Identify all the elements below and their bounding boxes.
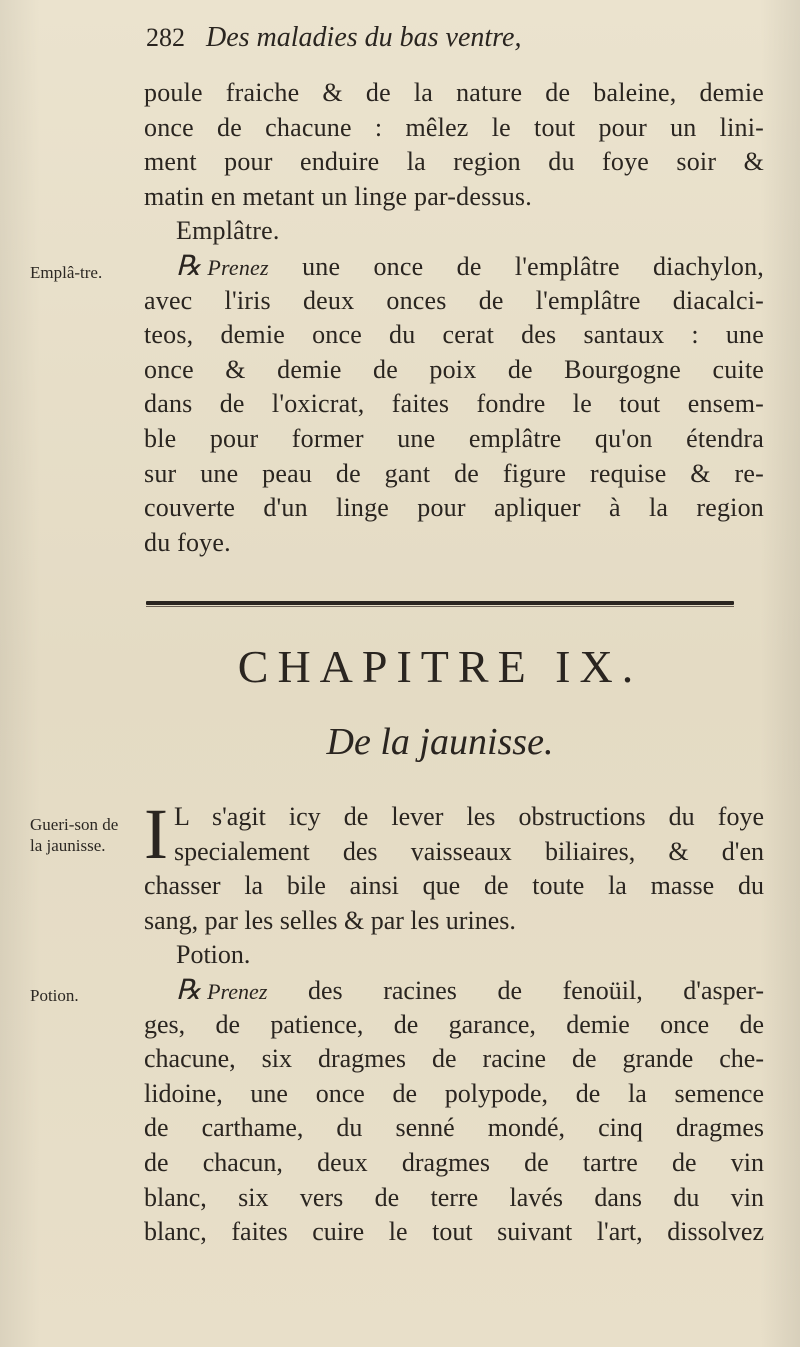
guerison-paragraph (144, 794, 764, 1250)
chapter-rule-thin (146, 606, 734, 607)
chapter-title: CHAPITRE IX. (237, 641, 643, 692)
recipe-symbol-icon: ℞ (176, 972, 202, 1006)
recipe-first-line (144, 249, 764, 284)
text-fragment: des racines de fenoüil, d'asper- (307, 975, 764, 1005)
continuation-paragraph (144, 76, 764, 560)
section-heading-emplatre: Emplâtre. (176, 216, 280, 246)
text-line: sur une peau de gant de figure requise & re- (144, 458, 764, 488)
text-line: avec l'iris deux onces de l'emplâtre diacalci- (144, 285, 764, 315)
text-line: poule fraiche & de la nature de baleine, demie (144, 78, 764, 107)
text-line: L s'agit icy de lever les obstructions du foye (173, 802, 764, 831)
margin-note-potion: Potion. (30, 986, 79, 1005)
text-line: lidoine, une once de polypode, de la semence (144, 1078, 764, 1108)
drop-cap: I (144, 794, 168, 874)
chapter-subtitle: De la jaunisse. (326, 721, 554, 763)
text-line: ment pour enduire la region du foye soir & (144, 147, 764, 177)
margin-note-guerison: Gueri-son de la jaunisse. (30, 815, 119, 855)
chapter-rule (146, 601, 734, 605)
text-fragment: une once de l'emplâtre diachylon, (302, 251, 764, 281)
text-line: chacune, six dragmes de racine de grande che- (144, 1044, 764, 1074)
page-number: 282 (146, 23, 185, 52)
margin-note-emplatre: Emplâ-tre. (30, 263, 103, 282)
running-title: Des maladies du bas ventre, (206, 22, 522, 53)
text-line: teos, demie once du cerat des santaux : une (144, 320, 764, 350)
recipe-first-line (144, 973, 764, 1008)
text-line: ges, de patience, de garance, demie once de (144, 1009, 764, 1039)
text-line: sang, par les selles & par les urines. (144, 905, 516, 935)
text-line: specialement des vaisseaux biliaires, & d'en (173, 836, 764, 866)
recipe-symbol-icon: ℞ (176, 248, 202, 282)
text-line: dans de l'oxicrat, faites fondre le tout ensem- (144, 389, 764, 419)
text-line: once & demie de poix de Bourgogne cuite (144, 354, 764, 384)
recipe-verb: Prenez (207, 254, 269, 280)
text-line: de carthame, du senné mondé, cinq dragmes (144, 1113, 764, 1143)
text-line: chasser la bile ainsi que de toute la masse du (144, 871, 764, 901)
text-line: once de chacune : mêlez le tout pour un lini- (144, 112, 764, 142)
text-line: blanc, six vers de terre lavés dans du vin (144, 1182, 764, 1212)
text-line: couverte d'un linge pour apliquer à la region (144, 493, 764, 523)
recipe-verb: Prenez (207, 978, 268, 1004)
text-line: de chacun, deux dragmes de tartre de vin (144, 1147, 764, 1177)
text-line: matin en metant un linge par-dessus. (144, 181, 532, 211)
text-line: du foye. (144, 527, 231, 557)
section-heading-potion: Potion. (176, 940, 251, 970)
text-line: ble pour former une emplâtre qu'on étendra (144, 423, 764, 453)
text-line: blanc, faites cuire le tout suivant l'art, dissolvez (144, 1217, 764, 1247)
page-header (146, 22, 706, 54)
